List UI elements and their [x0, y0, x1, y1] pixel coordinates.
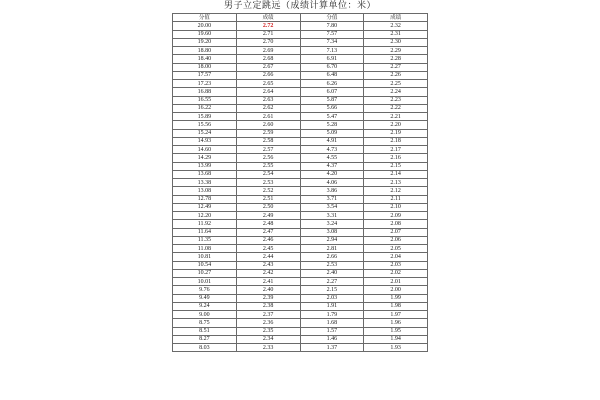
score-value-cell: 2.27: [300, 278, 364, 286]
score-value-cell: 18.40: [173, 55, 237, 63]
table-row: [173, 195, 428, 203]
result-cell: 2.66: [236, 71, 300, 79]
result-cell: 2.44: [236, 253, 300, 261]
score-value-cell: 3.24: [300, 220, 364, 228]
result-cell: 2.72: [236, 22, 300, 30]
score-value-cell: 20.00: [173, 22, 237, 30]
table-row: [173, 71, 428, 79]
score-value-cell: 9.00: [173, 311, 237, 319]
result-cell: 2.70: [236, 38, 300, 46]
score-value-cell: 14.93: [173, 137, 237, 145]
score-value-cell: 1.46: [300, 335, 364, 343]
result-cell: 2.21: [364, 113, 428, 121]
table-row: [173, 162, 428, 170]
table-row: [173, 245, 428, 253]
result-cell: 2.12: [364, 187, 428, 195]
result-cell: 2.56: [236, 154, 300, 162]
table-row: [173, 278, 428, 286]
score-value-cell: 19.60: [173, 30, 237, 38]
table-row: [173, 154, 428, 162]
table-row: [173, 121, 428, 129]
score-value-cell: 3.08: [300, 228, 364, 236]
score-value-cell: 18.00: [173, 63, 237, 71]
result-cell: 1.96: [364, 319, 428, 327]
score-value-cell: 11.92: [173, 220, 237, 228]
score-value-cell: 4.37: [300, 162, 364, 170]
score-value-cell: 19.20: [173, 38, 237, 46]
table-row: [173, 88, 428, 96]
score-value-cell: 4.73: [300, 146, 364, 154]
result-cell: 2.35: [236, 327, 300, 335]
result-cell: 2.52: [236, 187, 300, 195]
result-cell: 2.69: [236, 47, 300, 55]
result-cell: 2.57: [236, 146, 300, 154]
result-cell: 1.95: [364, 327, 428, 335]
table-body: [173, 22, 428, 352]
table-row: [173, 253, 428, 261]
score-value-cell: 8.75: [173, 319, 237, 327]
table-header-row: [173, 14, 428, 22]
result-cell: 1.99: [364, 294, 428, 302]
result-cell: 2.06: [364, 236, 428, 244]
score-value-cell: 15.56: [173, 121, 237, 129]
header-result-2: 成绩: [364, 14, 428, 22]
score-value-cell: 13.38: [173, 179, 237, 187]
score-value-cell: 1.37: [300, 344, 364, 352]
score-value-cell: 15.89: [173, 113, 237, 121]
header-score-value-1: 分值: [173, 14, 237, 22]
score-value-cell: 8.51: [173, 327, 237, 335]
score-value-cell: 6.48: [300, 71, 364, 79]
table-row: [173, 146, 428, 154]
result-cell: 2.39: [236, 294, 300, 302]
table-row: [173, 47, 428, 55]
result-cell: 2.64: [236, 88, 300, 96]
table-row: [173, 294, 428, 302]
score-value-cell: 2.94: [300, 236, 364, 244]
score-value-cell: 14.60: [173, 146, 237, 154]
table-row: [173, 327, 428, 335]
score-value-cell: 5.09: [300, 129, 364, 137]
table-row: [173, 302, 428, 310]
table-row: [173, 212, 428, 220]
score-table: [172, 13, 428, 352]
result-cell: 2.36: [236, 319, 300, 327]
result-cell: 2.68: [236, 55, 300, 63]
result-cell: 2.54: [236, 170, 300, 178]
score-value-cell: 17.23: [173, 80, 237, 88]
result-cell: 2.14: [364, 170, 428, 178]
result-cell: 2.22: [364, 104, 428, 112]
result-cell: 2.19: [364, 129, 428, 137]
result-cell: 2.42: [236, 269, 300, 277]
result-cell: 2.65: [236, 80, 300, 88]
result-cell: 2.20: [364, 121, 428, 129]
score-value-cell: 7.13: [300, 47, 364, 55]
score-value-cell: 5.28: [300, 121, 364, 129]
table-row: [173, 137, 428, 145]
result-cell: 1.94: [364, 335, 428, 343]
result-cell: 2.51: [236, 195, 300, 203]
table-row: [173, 269, 428, 277]
score-value-cell: 8.27: [173, 335, 237, 343]
result-cell: 2.17: [364, 146, 428, 154]
score-value-cell: 12.78: [173, 195, 237, 203]
score-value-cell: 5.87: [300, 96, 364, 104]
score-value-cell: 15.24: [173, 129, 237, 137]
result-cell: 2.07: [364, 228, 428, 236]
score-value-cell: 1.91: [300, 302, 364, 310]
table-row: [173, 38, 428, 46]
score-value-cell: 4.91: [300, 137, 364, 145]
table-row: [173, 203, 428, 211]
result-cell: 2.26: [364, 71, 428, 79]
score-value-cell: 3.31: [300, 212, 364, 220]
score-value-cell: 6.70: [300, 63, 364, 71]
score-value-cell: 5.47: [300, 113, 364, 121]
result-cell: 2.23: [364, 96, 428, 104]
result-cell: 2.33: [236, 344, 300, 352]
result-cell: 2.67: [236, 63, 300, 71]
result-cell: 2.24: [364, 88, 428, 96]
table-row: [173, 286, 428, 294]
result-cell: 2.28: [364, 55, 428, 63]
score-value-cell: 11.64: [173, 228, 237, 236]
score-value-cell: 2.66: [300, 253, 364, 261]
table-row: [173, 236, 428, 244]
table-row: [173, 113, 428, 121]
score-value-cell: 1.68: [300, 319, 364, 327]
score-value-cell: 18.80: [173, 47, 237, 55]
score-value-cell: 1.57: [300, 327, 364, 335]
header-score-value-2: 分值: [300, 14, 364, 22]
score-value-cell: 13.99: [173, 162, 237, 170]
result-cell: 2.47: [236, 228, 300, 236]
result-cell: 2.02: [364, 269, 428, 277]
result-cell: 2.13: [364, 179, 428, 187]
table-row: [173, 96, 428, 104]
score-value-cell: 2.03: [300, 294, 364, 302]
result-cell: 2.30: [364, 38, 428, 46]
result-cell: 2.71: [236, 30, 300, 38]
score-value-cell: 13.08: [173, 187, 237, 195]
score-value-cell: 1.79: [300, 311, 364, 319]
result-cell: 2.27: [364, 63, 428, 71]
result-cell: 2.09: [364, 212, 428, 220]
score-value-cell: 5.66: [300, 104, 364, 112]
table-row: [173, 170, 428, 178]
result-cell: 2.58: [236, 137, 300, 145]
result-cell: 2.62: [236, 104, 300, 112]
result-cell: 2.00: [364, 286, 428, 294]
score-value-cell: 12.20: [173, 212, 237, 220]
result-cell: 2.41: [236, 278, 300, 286]
table-row: [173, 179, 428, 187]
header-result-1: 成绩: [236, 14, 300, 22]
page-title: 男子立定跳远（成绩计算单位：米）: [223, 1, 376, 11]
result-cell: 2.37: [236, 311, 300, 319]
table-row: [173, 187, 428, 195]
score-value-cell: 10.27: [173, 269, 237, 277]
result-cell: 2.16: [364, 154, 428, 162]
score-value-cell: 4.06: [300, 179, 364, 187]
result-cell: 2.63: [236, 96, 300, 104]
result-cell: 1.98: [364, 302, 428, 310]
result-cell: 2.05: [364, 245, 428, 253]
score-value-cell: 10.54: [173, 261, 237, 269]
score-value-cell: 9.76: [173, 286, 237, 294]
score-value-cell: 11.08: [173, 245, 237, 253]
score-value-cell: 2.53: [300, 261, 364, 269]
score-value-cell: 8.03: [173, 344, 237, 352]
score-value-cell: 3.86: [300, 187, 364, 195]
score-value-cell: 9.49: [173, 294, 237, 302]
score-value-cell: 6.26: [300, 80, 364, 88]
table-row: [173, 311, 428, 319]
score-value-cell: 2.15: [300, 286, 364, 294]
table-row: [173, 104, 428, 112]
result-cell: 2.38: [236, 302, 300, 310]
score-value-cell: 6.91: [300, 55, 364, 63]
result-cell: 2.08: [364, 220, 428, 228]
score-value-cell: 10.01: [173, 278, 237, 286]
table-row: [173, 335, 428, 343]
score-value-cell: 13.68: [173, 170, 237, 178]
score-value-cell: 16.55: [173, 96, 237, 104]
score-value-cell: 7.80: [300, 22, 364, 30]
table-row: [173, 30, 428, 38]
result-cell: 1.97: [364, 311, 428, 319]
table-row: [173, 228, 428, 236]
score-value-cell: 7.34: [300, 38, 364, 46]
table-row: [173, 80, 428, 88]
score-value-cell: 16.22: [173, 104, 237, 112]
result-cell: 2.25: [364, 80, 428, 88]
result-cell: 2.15: [364, 162, 428, 170]
result-cell: 2.40: [236, 286, 300, 294]
table-row: [173, 55, 428, 63]
table-row: [173, 220, 428, 228]
score-value-cell: 17.57: [173, 71, 237, 79]
result-cell: 2.60: [236, 121, 300, 129]
result-cell: 2.29: [364, 47, 428, 55]
result-cell: 2.53: [236, 179, 300, 187]
result-cell: 2.59: [236, 129, 300, 137]
score-value-cell: 14.29: [173, 154, 237, 162]
result-cell: 1.93: [364, 344, 428, 352]
result-cell: 2.11: [364, 195, 428, 203]
result-cell: 2.03: [364, 261, 428, 269]
result-cell: 2.34: [236, 335, 300, 343]
result-cell: 2.18: [364, 137, 428, 145]
result-cell: 2.32: [364, 22, 428, 30]
table-row: [173, 344, 428, 352]
score-value-cell: 4.55: [300, 154, 364, 162]
score-value-cell: 6.07: [300, 88, 364, 96]
result-cell: 2.01: [364, 278, 428, 286]
score-value-cell: 3.54: [300, 203, 364, 211]
score-value-cell: 11.35: [173, 236, 237, 244]
score-value-cell: 10.81: [173, 253, 237, 261]
result-cell: 2.45: [236, 245, 300, 253]
score-value-cell: 3.71: [300, 195, 364, 203]
result-cell: 2.04: [364, 253, 428, 261]
result-cell: 2.10: [364, 203, 428, 211]
score-value-cell: 2.81: [300, 245, 364, 253]
score-value-cell: 7.57: [300, 30, 364, 38]
table-row: [173, 319, 428, 327]
result-cell: 2.50: [236, 203, 300, 211]
table-row: [173, 22, 428, 30]
result-cell: 2.43: [236, 261, 300, 269]
table-row: [173, 261, 428, 269]
result-cell: 2.61: [236, 113, 300, 121]
result-cell: 2.48: [236, 220, 300, 228]
table-row: [173, 129, 428, 137]
table-row: [173, 63, 428, 71]
result-cell: 2.46: [236, 236, 300, 244]
score-value-cell: 16.88: [173, 88, 237, 96]
result-cell: 2.55: [236, 162, 300, 170]
score-value-cell: 9.24: [173, 302, 237, 310]
score-value-cell: 12.49: [173, 203, 237, 211]
result-cell: 2.31: [364, 30, 428, 38]
result-cell: 2.49: [236, 212, 300, 220]
score-value-cell: 2.40: [300, 269, 364, 277]
score-value-cell: 4.20: [300, 170, 364, 178]
